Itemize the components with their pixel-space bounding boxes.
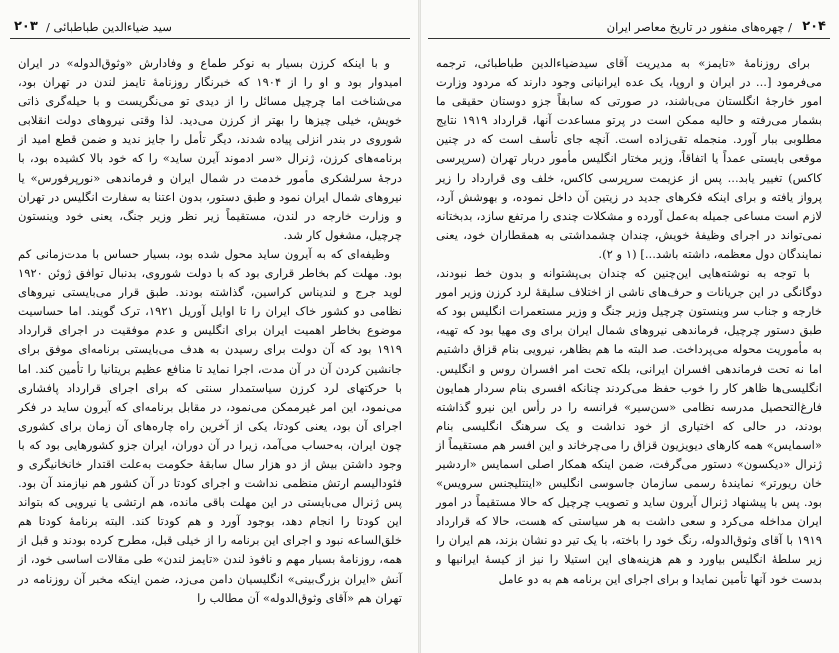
- left-running-head: [10, 16, 410, 39]
- right-body-text: [436, 54, 822, 589]
- left-paragraph-2: وظیفه‌ای که به آیرون ساید محول شده بود، بسیار حساس با مدت‌زمانی کم بود. مهلت کم بخاطر قراری بود که با دولت شوروی، بدنبال توافق ژوئن ۱۹۲۰ لوید جرج و لندیناس کراسین، گذاشته بودند. طبق قرار می‌بایستی نیروهای نظامی دو کشور خاک ایران را تا اوایل آوریل ۱۹۲۱، ترک گویند. اما حساسیت موضوع بخاطر اهمیت ایران برای انگلیس و عدم موفقیت در اجرای قرارداد ۱۹۱۹ بود که آن دولت برای رسیدن به هدف می‌بایستی برنامه‌ای موفق برای جانشین کردن آن در آن مدت، اجرا نماید تا منافع عظیم بریتانیا را تأمین کند. اما با حرکتهای لرد کرزن سیاستمدار سنتی که برای اجرای قرارداد پافشاری می‌نمود، این امر غیرممکن می‌نمود، در مقابل برنامه‌ای که آیرون ساید در فکر اجرای آن بود، یعنی کودتا، یکی از آخرین راه چاره‌های آن زمان برای کشوری چون ایران، به‌حساب می‌آمد، زیرا در آن دوران، ایران جزو کشورهایی بود که با وجود داشتن بیش از دو هزار سال سابقهٔ حکومت به‌علت اقتدار خانخانیگری و فئودالیسم ارتش منظمی نداشت و اجرای کودتا در آن کشور هم نیازمند آن بود. پس ژنرال می‌بایستی در این مهلت باقی مانده، هم ارتشی یا نیرویی که بتواند این کودتا را انجام دهد، بوجود آورد و هم کودتا کند. البته برنامهٔ کودتا هم خلق‌الساعه نبود و اجرای این برنامه را از خیلی قبل، مطرح کرده بودند و قبل از همه، روزنامهٔ بسیار مهم و نافوذ لندن «تایمز لندن» طی مقالات اساسی خود، از آنش «ایران بزرگ‌بینی» انگلیسیان دامن می‌زد، ضمن اینکه مخبر آن روزنامه در تهران هم «آقای وثوق‌الدوله» آن مطالب را: [18, 246, 403, 605]
- right-page: [428, 0, 830, 653]
- left-page-number: ۲۰۳: [14, 19, 38, 34]
- book-gutter: [418, 0, 421, 653]
- left-page: [10, 0, 410, 653]
- right-paragraph-1: برای روزنامهٔ «تایمز» به مدیریت آقای سیدضیاءالدین طباطبائی، ترجمه می‌فرمود [... در ایران و اروپا، یک عده ایرانیانی وجود دارند که مردود وزارت امور خارجهٔ انگلستان می‌باشند، در صورتی که سابقاً جزو دوستان حقیقی ما بشمار می‌رفته و حالیه ممکن است در پرتو مساعدت آنها، قرارداد ۱۹۱۹ نتایج مطلوبی ببار آورد. منجمله تقی‌زاده است. آنچه جای تأسف است که در چنین موقعی بایستی عمداً یا اتفاقاً، وزیر مختار انگلیس مأمور دربار تهران (سرپرسی کاکس) تغییر یابد... پس از عزیمت سرپرسی کاکس، خلف وی قرارداد را زیر پرواز یافته و برای اینکه فکرهای جدید در زیتین آن داخل نموده، و بهوشش آرد، لازم است مساعی جمیله به‌عمل آورده و مشکلات چندی را مرتفع سازد، بدبختانه نمی‌تواند در اجرای وظیفهٔ خویش، چندان چشمداشتی به همقطاران خود، یعنی نمایندگان دول معظمه، داشته باشد...] (۱ و ۲).: [436, 56, 822, 261]
- right-page-number: ۲۰۴: [802, 19, 826, 34]
- right-running-title: / چهره‌های منفور در تاریخ معاصر ایران: [606, 20, 792, 34]
- right-running-head: [428, 16, 830, 39]
- left-running-title: سید ضیاءالدین طباطبائی /: [46, 20, 172, 34]
- left-paragraph-1: و با اینکه کرزن بسیار به نوکر طماع و وفادارش «وثوق‌الدوله» در ایران امیدوار بود و او را از ۱۹۰۴ که خبرنگار روزنامهٔ تایمز لندن در تهران بود، می‌شناخت اما چرچیل مسائل را از دیدی تو می‌نگریست و با حیله‌گری ذاتی خویش، خیلی چیزها را بهتر از کرزن می‌دید. لذا وقتی نیروهای دولت انقلابی شوروی در بندر انزلی پیاده شدند، دیگر تأمل را جایز ندید و ضمن قطع امید از برنامه‌های کرزن، ژنرال «سر ادموند آیرن ساید» را که خود بالا کشیده بود، با درجهٔ سرلشکری مأمور خدمت در شمال ایران و فرماندهی «نورپرفورس» یا نیروهای شمال ایران نمود و طبق دستور، بدون اعتنا به سفارت انگلیس در تهران و وزارت خارجه در لندن، مستقیماً زیر نظر وزیر جنگ، یعنی خود وینستون چرچیل، مشغول کار شد.: [18, 56, 403, 242]
- right-paragraph-2: با توجه به نوشته‌هایی این‌چنین که چندان بی‌پشتوانه و بدون خط نبودند، دوگانگی در این جریانات و حرف‌های ناشی از اختلاف سلیقهٔ لرد کرزن وزیر امور خارجه و جناب سر وینستون چرچیل وزیر جنگ و وزیر مستعمرات انگلیس بود که طبق دستور چرچیل، فرماندهی نیروهای شمال ایران برای وی مهیا بود که تهیه، به مأموریت محوله می‌پرداخت. صد البته ما هم بظاهر، نیرویی بنام قزاق داشتیم اما نه تحت فرماندهی افسران ایرانی، بلکه تحت امر افسران روس و انگلیس. انگلیسی‌ها ظاهر کار را خوب حفظ می‌کردند چنانکه افسری بنام سردار همایون فارغ‌التحصیل مدرسه نظامی «سن‌سیر» فرانسه را در رأس این نیرو گذاشته بودند، در حالی که اختیاری از خود نداشت و یک سرهنگ انگلیسی بنام «اسمایس» همه کارهای دیویزیون قزاق را می‌چرخاند و این افسر هم مستقیماً از ژنرال «دیکسون» دستور می‌گرفت، ضمن اینکه همکار اصلی اسمایس «اردشیر خان ریورتر» نمایندهٔ رسمی سازمان جاسوسی انگلیس «اینتلیجنس سرویس» بود. پس با پیشنهاد ژنرال آیرون ساید و تصویب چرچیل که حالا مستقیماً در امور ایران مداخله می‌کرد و سعی داشت به هر سیاستی که هست، حالا که قرارداد ۱۹۱۹ با آقای وثوق‌الدوله، رنگ خود را باخته، با یک تیر دو نشان بزند، هم ایران را زیر سلطهٔ انگلیس بیاورد و هم هزینه‌های این استیلا را نیز از کیسهٔ ایرانیها و بدست خود آنها تأمین نمایدا و برای اجرای این برنامه هم به دو عامل: [436, 266, 822, 586]
- left-body-text: [18, 54, 402, 608]
